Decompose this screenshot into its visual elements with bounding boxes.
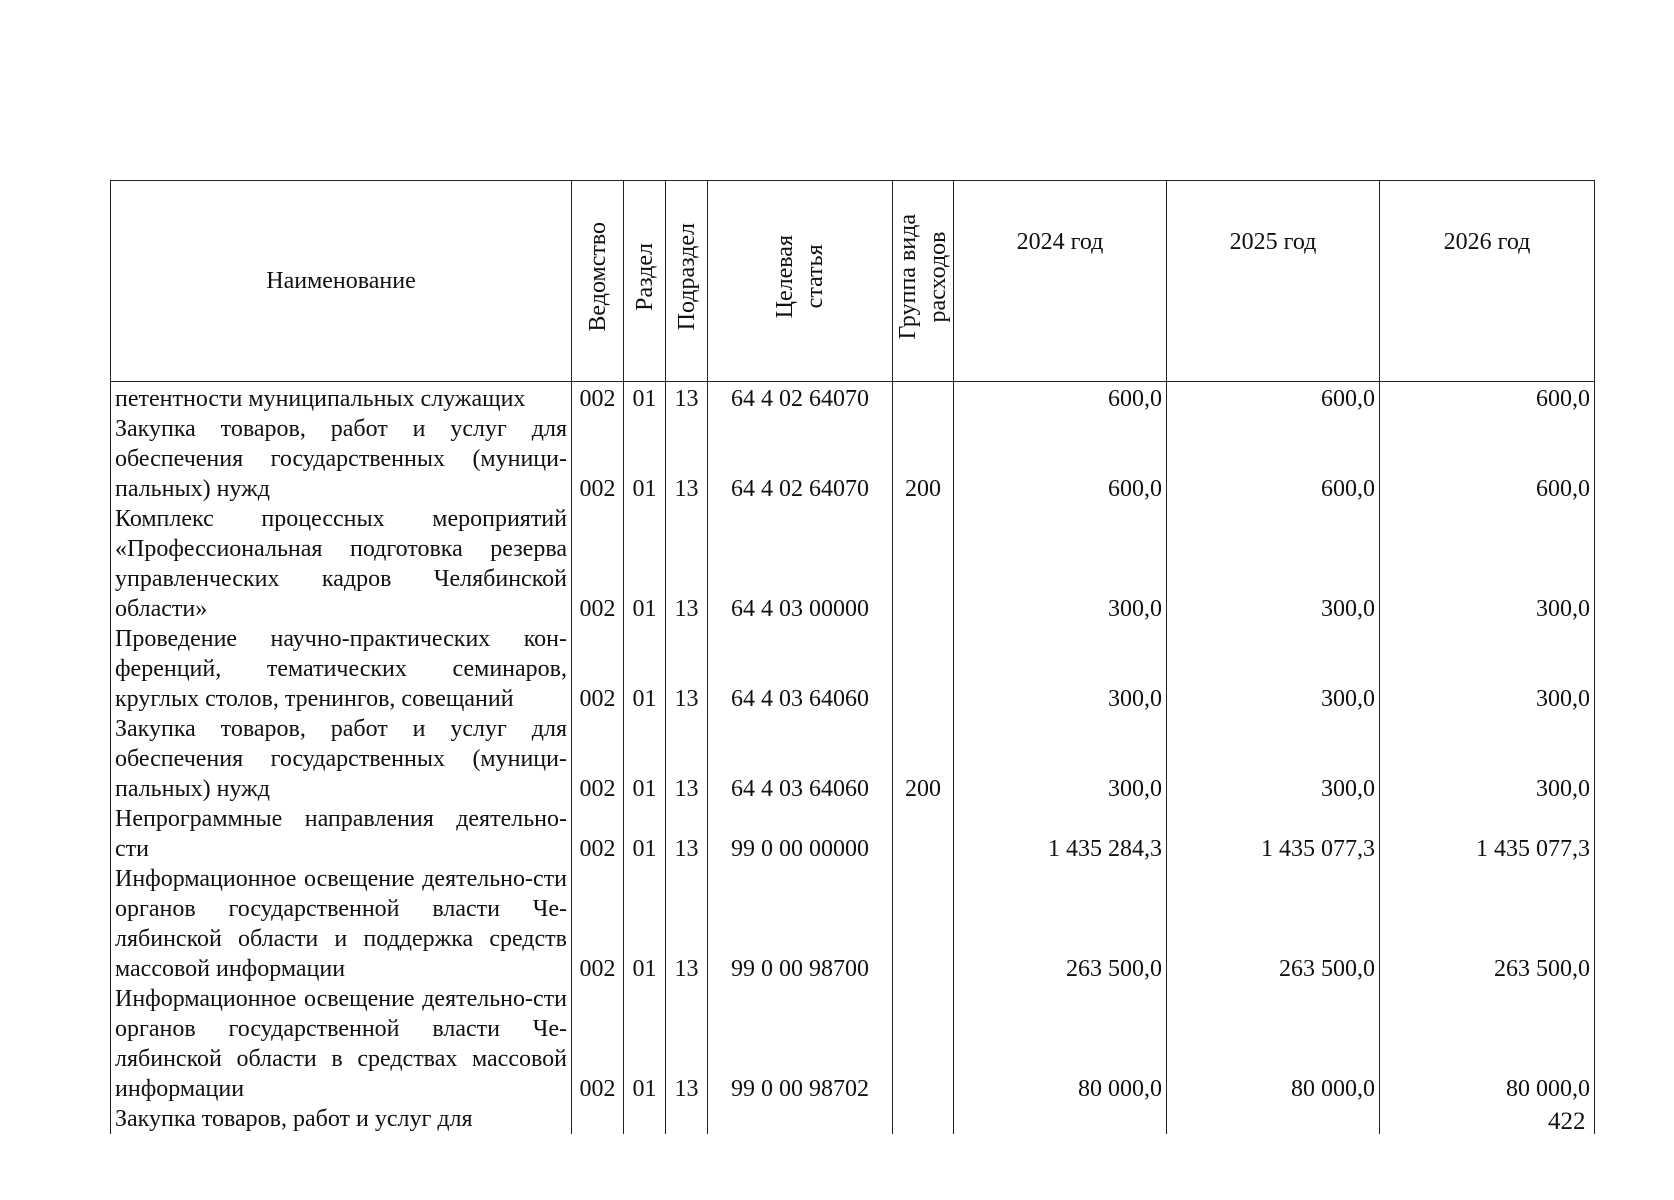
row-razdel <box>624 1104 666 1134</box>
table-row <box>111 714 1595 804</box>
row-vedomstvo: 002 <box>572 382 624 415</box>
row-2026: 300,0 <box>1380 504 1595 624</box>
row-2024: 600,0 <box>954 414 1167 504</box>
row-name: Закупка товаров, работ и услуг для <box>111 1104 572 1134</box>
row-podrazdel: 13 <box>666 624 708 714</box>
row-name: Непрограммные направления деятельно-сти <box>111 804 572 864</box>
header-2025: 2025 год <box>1167 181 1380 382</box>
row-2025: 300,0 <box>1167 504 1380 624</box>
row-2026: 600,0 <box>1380 382 1595 415</box>
row-2026: 1 435 077,3 <box>1380 804 1595 864</box>
row-podrazdel <box>666 1104 708 1134</box>
row-expense-group <box>893 382 954 415</box>
row-target-article: 99 0 00 98702 <box>708 984 893 1104</box>
table-row <box>111 804 1595 864</box>
row-2025: 263 500,0 <box>1167 864 1380 984</box>
row-2025 <box>1167 1104 1380 1134</box>
row-2025: 300,0 <box>1167 624 1380 714</box>
row-razdel: 01 <box>624 382 666 415</box>
row-2025: 600,0 <box>1167 382 1380 415</box>
row-vedomstvo <box>572 1104 624 1134</box>
row-name: Информационное освещение деятельно-сти органов государственной власти Че-лябинской области и поддержка средств массовой информации <box>111 864 572 984</box>
table-row <box>111 864 1595 984</box>
row-2024: 263 500,0 <box>954 864 1167 984</box>
row-vedomstvo: 002 <box>572 984 624 1104</box>
row-podrazdel: 13 <box>666 414 708 504</box>
row-2026: 600,0 <box>1380 414 1595 504</box>
row-2024: 600,0 <box>954 382 1167 415</box>
row-razdel: 01 <box>624 714 666 804</box>
page-number: 422 <box>1548 1108 1586 1135</box>
row-2026: 300,0 <box>1380 714 1595 804</box>
row-vedomstvo: 002 <box>572 414 624 504</box>
row-target-article: 99 0 00 98700 <box>708 864 893 984</box>
row-expense-group <box>893 504 954 624</box>
row-vedomstvo: 002 <box>572 714 624 804</box>
row-expense-group <box>893 624 954 714</box>
budget-table <box>110 180 1595 1134</box>
header-2024: 2024 год <box>954 181 1167 382</box>
row-expense-group <box>893 984 954 1104</box>
table-body <box>111 382 1595 1135</box>
row-2024: 300,0 <box>954 624 1167 714</box>
row-expense-group <box>893 1104 954 1134</box>
row-2024: 1 435 284,3 <box>954 804 1167 864</box>
row-2026: 263 500,0 <box>1380 864 1595 984</box>
row-name: Комплекс процессных мероприятий «Профессиональная подготовка резерва управленческих кадров Челябинской области» <box>111 504 572 624</box>
row-2025: 600,0 <box>1167 414 1380 504</box>
row-name: Информационное освещение деятельно-сти органов государственной власти Че-лябинской области в средствах массовой информации <box>111 984 572 1104</box>
row-name: Закупка товаров, работ и услуг для обеспечения государственных (муници-пальных) нужд <box>111 714 572 804</box>
row-2025: 80 000,0 <box>1167 984 1380 1104</box>
table-row <box>111 624 1595 714</box>
row-target-article: 64 4 03 00000 <box>708 504 893 624</box>
row-expense-group <box>893 804 954 864</box>
header-expense-group: Группа вида расходов <box>893 181 954 382</box>
row-expense-group: 200 <box>893 714 954 804</box>
row-podrazdel: 13 <box>666 864 708 984</box>
row-2024: 300,0 <box>954 504 1167 624</box>
row-razdel: 01 <box>624 414 666 504</box>
row-target-article: 99 0 00 00000 <box>708 804 893 864</box>
header-target-article: Целевая статья <box>708 181 893 382</box>
row-podrazdel: 13 <box>666 804 708 864</box>
row-target-article: 64 4 02 64070 <box>708 414 893 504</box>
header-vedomstvo: Ведомство <box>572 181 624 382</box>
row-target-article: 64 4 03 64060 <box>708 714 893 804</box>
row-expense-group: 200 <box>893 414 954 504</box>
row-razdel: 01 <box>624 864 666 984</box>
row-2025: 300,0 <box>1167 714 1380 804</box>
header-2026: 2026 год <box>1380 181 1595 382</box>
row-target-article <box>708 1104 893 1134</box>
row-name: петентности муниципальных служащих <box>111 382 572 415</box>
table-row <box>111 1104 1595 1134</box>
table-header <box>111 181 1595 382</box>
row-podrazdel: 13 <box>666 382 708 415</box>
header-podrazdel: Подраздел <box>666 181 708 382</box>
row-2024 <box>954 1104 1167 1134</box>
header-name: Наименование <box>111 181 572 382</box>
row-2026: 80 000,0 <box>1380 984 1595 1104</box>
row-vedomstvo: 002 <box>572 804 624 864</box>
row-name: Закупка товаров, работ и услуг для обеспечения государственных (муници-пальных) нужд <box>111 414 572 504</box>
row-target-article: 64 4 02 64070 <box>708 382 893 415</box>
row-name: Проведение научно-практических кон-ференций, тематических семинаров, круглых столов, тренингов, совещаний <box>111 624 572 714</box>
row-target-article: 64 4 03 64060 <box>708 624 893 714</box>
row-razdel: 01 <box>624 984 666 1104</box>
row-podrazdel: 13 <box>666 504 708 624</box>
row-vedomstvo: 002 <box>572 864 624 984</box>
row-2024: 80 000,0 <box>954 984 1167 1104</box>
row-expense-group <box>893 864 954 984</box>
row-2025: 1 435 077,3 <box>1167 804 1380 864</box>
row-razdel: 01 <box>624 504 666 624</box>
table-row <box>111 382 1595 415</box>
header-razdel: Раздел <box>624 181 666 382</box>
row-podrazdel: 13 <box>666 714 708 804</box>
table-row <box>111 504 1595 624</box>
row-2024: 300,0 <box>954 714 1167 804</box>
table-row <box>111 984 1595 1104</box>
row-razdel: 01 <box>624 624 666 714</box>
row-vedomstvo: 002 <box>572 624 624 714</box>
row-vedomstvo: 002 <box>572 504 624 624</box>
row-razdel: 01 <box>624 804 666 864</box>
table-row <box>111 414 1595 504</box>
row-2026: 300,0 <box>1380 624 1595 714</box>
row-podrazdel: 13 <box>666 984 708 1104</box>
